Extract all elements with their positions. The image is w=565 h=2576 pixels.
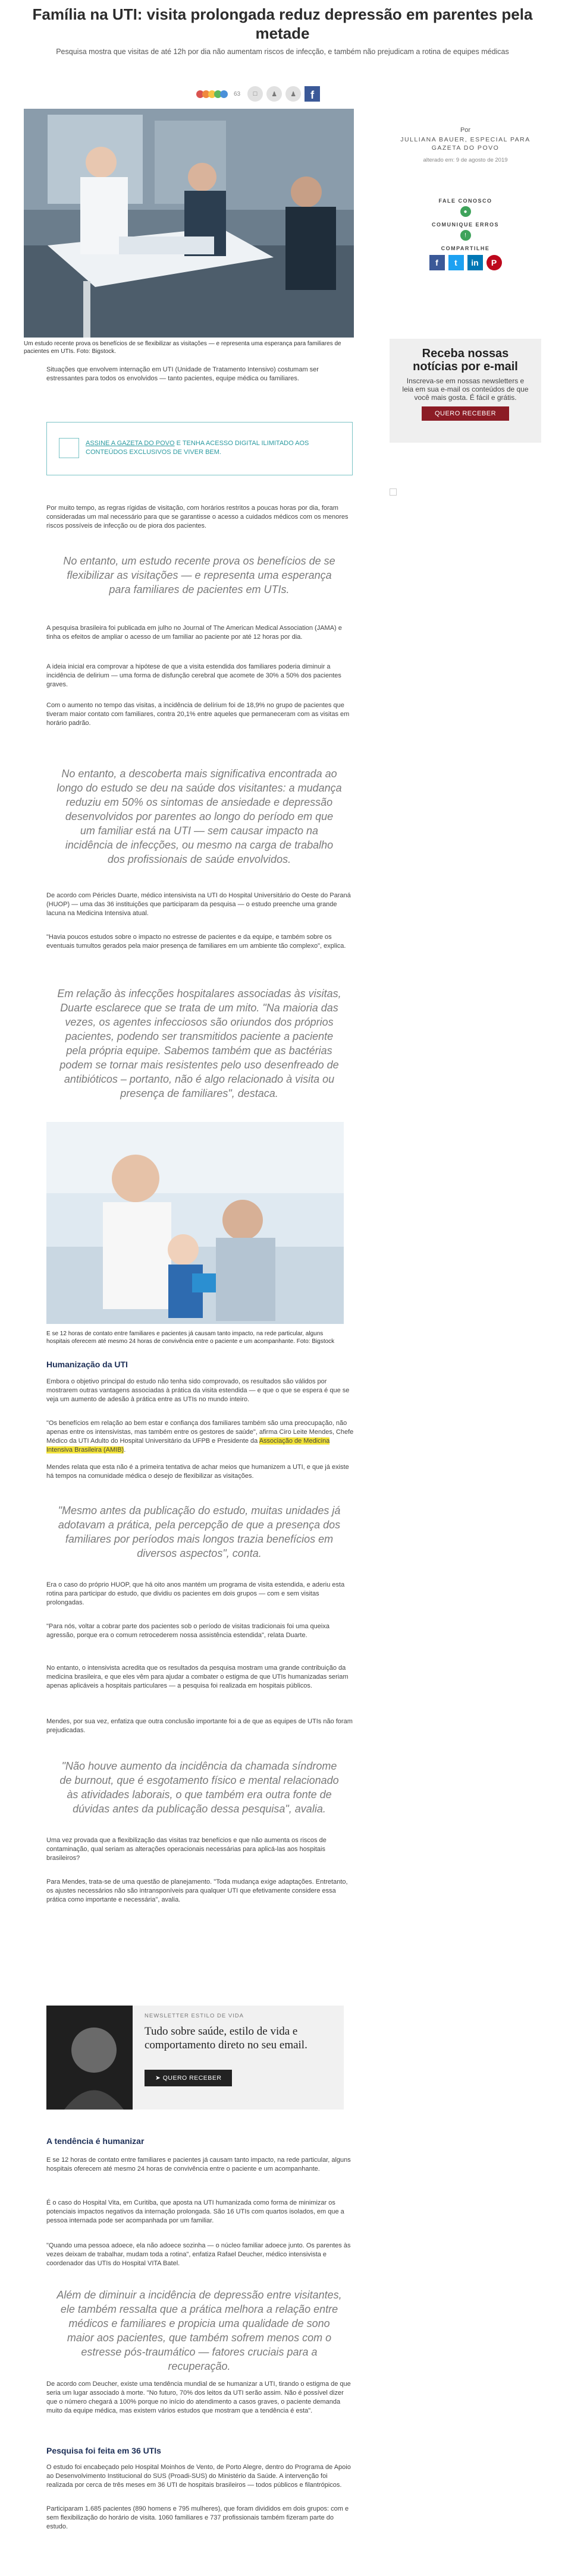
subscribe-promo[interactable]	[46, 422, 353, 475]
chat-icon[interactable]: ●	[460, 206, 471, 217]
paragraph: Uma vez provada que a flexibilização das visitas traz benefícios e que não aumenta os riscos de contaminação, qual seriam as alterações operacionais necessárias para aplicá-las aos hospitais brasileiros?	[46, 1837, 327, 1862]
pull-quote: Além de diminuir a incidência de depressão entre visitantes, ele também ressalta que a prática melhora a relação entre médicos e familiares e propicia uma qualidade de sono maior aos pacientes, que também sofrem menos com o estresse pós-traumático — fatores cruciais para a recuperação.	[56, 2289, 342, 2372]
pull-quote: "Não houve aumento da incidência da chamada síndrome de burnout, que é esgotamento físico e mental relacionado às atividades laborais, o que também era outra fonte de dúvidas antes da publicação dessa pesquisa", avalia.	[59, 1760, 339, 1815]
user-add-icon[interactable]: ♟	[285, 86, 301, 102]
paragraph-5	[46, 701, 356, 728]
sidebar-newsletter-heading: Receba nossas notícias por e-mail	[413, 347, 518, 373]
linkedin-share-icon[interactable]: in	[467, 255, 483, 270]
paragraph: Por muito tempo, as regras rígidas de visitação, com horários restritos a poucas horas por dia, foram consideradas um mal necessário para que se garantisse o acesso a cuidados médicos com os menores riscos possíveis de infecção ou de piora dos pacientes.	[46, 505, 349, 529]
report-errors-label[interactable]: COMUNIQUE ERROS	[431, 222, 499, 228]
family-photo-caption: E se 12 horas de contato entre familiares e pacientes já causam tanto impacto, na rede particular, alguns hospitais oferecem até mesmo 24 horas de convivência entre o paciente e um acompanhante. Foto: Bigstock	[46, 1330, 335, 1345]
page-subtitle: Pesquisa mostra que visitas de até 12h por dia não aumentam riscos de infecção, e também não prejudicam a rotina de equipes médicas	[56, 48, 509, 56]
hero-image	[24, 109, 354, 338]
paragraph: Era o caso do próprio HUOP, que há oito anos mantém um programa de visita estendida, e aderiu esta rotina para participar do estudo, que dividiu os pacientes em dois grupos — com e sem visitas prolongadas.	[46, 1581, 345, 1606]
paragraph-21	[46, 2463, 356, 2490]
newsletter-button-label: QUERO RECEBER	[162, 2074, 222, 2082]
subscribe-link[interactable]: ASSINE A GAZETA DO POVO	[86, 440, 175, 447]
paragraph-intro	[46, 365, 356, 383]
family-photo	[46, 1122, 344, 1324]
paragraph-20	[46, 2380, 356, 2416]
facebook-icon[interactable]: f	[305, 86, 320, 102]
hero-caption: Um estudo recente prova os benefícios de se flexibilizar as visitações — e representa uma esperança para familiares de pacientes em UTIs. Foto: Bigstock.	[24, 340, 341, 355]
paragraph: A ideia inicial era comprovar a hipótese de que a visita estendida dos familiares poderia diminuir a incidência de delirium — uma forma de disfunção cerebral que acomete de 30% a 50% dos pacientes graves.	[46, 663, 341, 688]
paragraph: Embora o objetivo principal do estudo não tenha sido comprovado, os resultados são válidos por mostrarem outras vantagens associadas à prática da visita estendida — e que o que se espera é que se veja um aumento de adesão à prática entre as UTIs no mundo inteiro.	[46, 1378, 350, 1403]
paragraph-10	[46, 1463, 356, 1481]
paragraph: E se 12 horas de contato entre familiares e pacientes já causam tanto impacto, na rede particular, alguns hospitais oferecem até mesmo 24 horas de convivência entre o paciente e um acompanhante.	[46, 2156, 351, 2173]
paragraph: De acordo com Péricles Duarte, médico intensivista na UTI do Hospital Universitário do Oeste do Paraná (HUOP) — uma das 36 instituições que participaram da pesquisa — o estudo preenche uma grande lacuna na Medicina Intensiva atual.	[46, 892, 351, 917]
paragraph: Com o aumento no tempo das visitas, a incidência de delírium foi de 18,9% no grupo de pacientes que tiveram maior contato com familiares, contra 20,1% entre aqueles que permaneceram com as visitas em horário padrão.	[46, 702, 350, 727]
paragraph-6	[46, 891, 356, 918]
paragraph-16	[46, 1878, 356, 1905]
sidebar-newsletter	[390, 339, 541, 443]
promo-text: E TENHA ACESSO DIGITAL ILIMITADO AOS CONTEÚDOS EXCLUSIVOS DE VIVER BEM.	[86, 440, 309, 456]
contact-label[interactable]: FALE CONOSCO	[438, 198, 492, 204]
newsletter-photo	[46, 2006, 133, 2110]
paragraph-4	[46, 663, 356, 689]
paragraph: Mendes, por sua vez, enfatiza que outra conclusão importante foi a de que as equipes de UTIs não foram prejudicadas.	[46, 1718, 353, 1734]
updated-date: alterado em: 9 de agosto de 2019	[423, 157, 508, 163]
pinterest-share-icon[interactable]: P	[486, 255, 502, 270]
reaction-blue-icon[interactable]	[220, 90, 228, 98]
paragraph: De acordo com Deucher, existe uma tendência mundial de se humanizar a UTI, tirando o estigma de que seria um lugar associado à morte. "No futuro, 70% dos leitos da UTI serão assim. Não é possível dizer que o número chegará a 100% porque no início do atendimento a casos graves, o paciente demanda muito da equipe médica, mas existem vários estudos que mostram que a tendência é esta".	[46, 2380, 351, 2414]
promo-text-wrap	[86, 439, 318, 457]
warning-icon[interactable]: !	[460, 230, 471, 241]
paragraph: No entanto, o intensivista acredita que os resultados da pesquisa mostram uma grande contribuição da medicina brasileira, e que eles vêm para ajudar a combater o estigma de que UTIs humanizadas seriam apenas aplicáveis a hospitais particulares — a pesquisa foi realizada em hospitais públicos.	[46, 1664, 349, 1689]
user-icon[interactable]: ♟	[266, 86, 282, 102]
section-heading: A tendência é humanizar	[46, 2136, 145, 2146]
paragraph-22	[46, 2505, 356, 2531]
paragraph: A pesquisa brasileira foi publicada em julho no Journal of The American Medical Association (JAMA) e tinha os efeitos de ampliar o acesso de um familiar ao paciente por até 12 horas por dia.	[46, 625, 342, 641]
paragraph-13	[46, 1664, 356, 1691]
paragraph: "Os benefícios em relação ao bem estar e confiança dos familiares também são uma preocupação, não apenas entre os intensivistas, mas também entre os gestores de saúde", afirma Ciro Leite Mendes, Chefe Médico da UTI Adulto do Hospital Universitário da UFPB e Presidente da Associação de Medicina Intensiva Brasileira (AMIB).	[46, 1420, 354, 1453]
paragraph: Para Mendes, trata-se de uma questão de planejamento. "Toda mudança exige adaptações. Entretanto, os ajustes necessários não são intransponíveis para qualquer UTI que efetivamente considere essa prática como importante e necessária", avalia.	[46, 1878, 348, 1903]
author-info	[390, 109, 541, 163]
amib-link[interactable]: Associação de Medicina Intensiva Brasileira (AMIB)	[46, 1437, 330, 1453]
paragraph-12	[46, 1622, 356, 1640]
pull-quote: No entanto, a descoberta mais significativa encontrada ao longo do estudo se deu na saúde dos visitantes: a mudança reduziu em 50% os sintomas de ansiedade e depressão desenvolvidos por parentes ao longo do período em que um familiar está na UTI — sem causar impacto na incidência de infecções, ou mesmo na carga de trabalho dos profissionais de saúde envolvidos.	[56, 768, 342, 865]
paragraph: Mendes relata que esta não é a primeira tentativa de achar meios que humanizem a UTI, e que já existe há tempos na comunidade médica o desejo de flexibilizar as visitações.	[46, 1464, 349, 1480]
author-name[interactable]: JULLIANA BAUER, ESPECIAL PARA GAZETA DO POVO	[400, 136, 531, 152]
paragraph: "Quando uma pessoa adoece, ela não adoece sozinha — o núcleo familiar adoece junto. Os parentes às vezes deixam de trabalhar, mudam toda a rotina", enfatiza Rafael Deucher, médico intensivista e coordenador das UTIs do Hospital VITA Batel.	[46, 2242, 351, 2267]
share-label: COMPARTILHE	[441, 245, 490, 251]
sidebar-newsletter-button[interactable]: QUERO RECEBER	[422, 406, 509, 421]
pull-quote: "Mesmo antes da publicação do estudo, muitas unidades já adotavam a prática, pela percepção de que a presença dos familiares por períodos mais longos trazia benefícios em diversos aspectos", conta.	[58, 1505, 341, 1559]
pull-quote: Em relação às infecções hospitalares associadas às visitas, Duarte esclarece que se trata de um mito. "Na maioria das vezes, os agentes infecciosos são oriundos dos próprios pacientes, podendo ser transmitidos paciente a paciente pela própria equipe. Sabemos também que as bactérias podem se tornar mais resistentes pelo uso desenfreado de antibióticos – portanto, não é algo relacionado à visita ou presença de familiares", destaca.	[57, 988, 341, 1099]
paragraph: Participaram 1.685 pacientes (890 homens e 795 mulheres), que foram divididos em dois grupos: com e sem flexibilização do horário de visita. 1060 familiares e 737 profissionais também fizeram parte do estudo.	[46, 2505, 349, 2530]
paragraph-17	[46, 2156, 356, 2174]
paragraph: "Para nós, voltar a cobrar parte dos pacientes sob o período de visitas tradicionais foi uma queixa agressão, porque era o comum retrocederem nossa assistência estendida", relata Duarte.	[46, 1623, 329, 1639]
share-buttons	[390, 255, 541, 270]
paragraph-11	[46, 1581, 356, 1607]
facebook-share-icon[interactable]: f	[429, 255, 445, 270]
page-title: Família na UTI: visita prolongada reduz depressão em parentes pela metade	[32, 5, 533, 42]
paragraph-14	[46, 1717, 356, 1735]
section-heading: Pesquisa foi feita em 36 UTIs	[46, 2446, 161, 2455]
paragraph: O estudo foi encabeçado pelo Hospital Moinhos de Vento, de Porto Alegre, dentro do Programa de Apoio ao Desenvolvimento Institucional do SUS (Proadi-SUS) do Ministério da Saúde. A intervenção foi realizada por cerca de três meses em 36 UTI de hospitais brasileiros — todos públicos e filantrópicos.	[46, 2464, 351, 2489]
reaction-count: 63	[234, 90, 241, 97]
author-por: Por	[460, 127, 471, 134]
paragraph-18	[46, 2199, 356, 2225]
paragraph-15	[46, 1836, 356, 1863]
save-icon[interactable]: □	[247, 86, 263, 102]
paragraph-2	[46, 504, 356, 531]
reaction-bar	[196, 85, 320, 103]
newsletter-title: Tudo sobre saúde, estilo de vida e comportamento direto no seu email.	[145, 2025, 307, 2051]
ad-placeholder	[390, 488, 397, 496]
digital-access-icon	[59, 438, 79, 458]
newsletter-label: NEWSLETTER ESTILO DE VIDA	[145, 2013, 244, 2019]
newsletter-subscribe-button[interactable]: ➤ QUERO RECEBER	[145, 2070, 232, 2086]
paragraph-text: "Os benefícios em relação ao bem estar e confiança dos familiares também são uma preocupação, não apenas entre os intensivistas, mas também entre os gestores de saúde", afirma Ciro Leite Mendes, Chefe Médico da UTI Adulto do Hospital Universitário da UFPB e Presidente da	[46, 1420, 354, 1445]
paragraph: É o caso do Hospital Vita, em Curitiba, que aposta na UTI humanizada como forma de minimizar os potenciais impactos negativos da internação prolongada. São 16 UTIs com quartos isolados, em que a pessoa internada pode ser acompanhada por um familiar.	[46, 2199, 344, 2224]
pull-quote: No entanto, um estudo recente prova os benefícios de se flexibilizar as visitações — e representa uma esperança para familiares de pacientes em UTIs.	[63, 555, 335, 595]
sidebar-newsletter-text: Inscreva-se em nossas newsletters e leia em sua e-mail os conteúdos de que você mais gosta. É fácil e grátis.	[402, 377, 529, 402]
paragraph-19	[46, 2241, 356, 2268]
paragraph-3	[46, 624, 356, 642]
twitter-share-icon[interactable]: t	[448, 255, 464, 270]
paragraph-7	[46, 933, 356, 951]
section-heading: Humanização da UTI	[46, 1360, 128, 1369]
paragraph-8	[46, 1377, 356, 1404]
paragraph-9	[46, 1419, 356, 1455]
newsletter-banner	[46, 2006, 344, 2110]
article-actions	[390, 193, 541, 270]
paragraph: Situações que envolvem internação em UTI (Unidade de Tratamento Intensivo) costumam ser estressantes para todos os envolvidos — tanto pacientes, equipe médica ou familiares.	[46, 366, 319, 382]
paragraph: "Havia poucos estudos sobre o impacto no estresse de pacientes e da equipe, e também sobre os eventuais tumultos gerados pela maior presença de familiares em um ambiente tão complexo", explica.	[46, 934, 346, 950]
